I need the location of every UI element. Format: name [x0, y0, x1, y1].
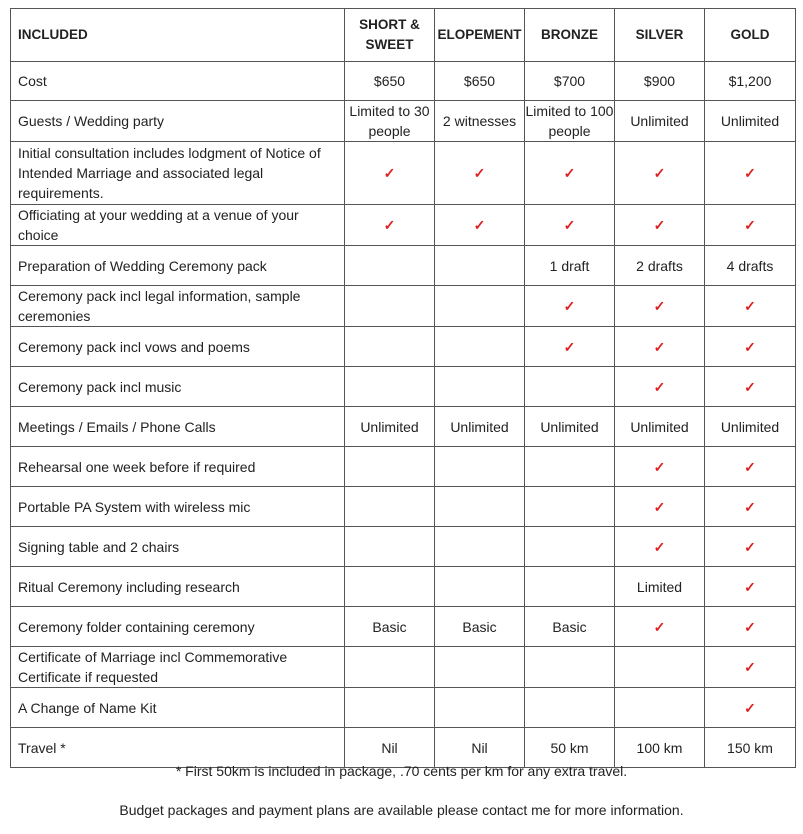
cell-short-and-sweet: [345, 367, 435, 407]
cell-elopement: Basic: [435, 607, 525, 647]
packages-table: [10, 8, 796, 768]
check-icon: ✓: [705, 367, 796, 407]
cell-bronze: [525, 527, 615, 567]
travel-footnote: * First 50km is included in package, .70 cents per km for any extra travel.: [175, 763, 628, 779]
cell-elopement: [435, 327, 525, 367]
cell-gold: 150 km: [705, 728, 796, 768]
feature-label: Ritual Ceremony including research: [11, 567, 345, 607]
check-icon: ✓: [705, 205, 796, 246]
cell-bronze: [525, 487, 615, 527]
cell-short-and-sweet: [345, 487, 435, 527]
table-row: [11, 607, 796, 647]
cell-elopement: [435, 447, 525, 487]
table-row: [11, 688, 796, 728]
table-row: [11, 728, 796, 768]
cell-bronze: $700: [525, 62, 615, 101]
feature-label: Meetings / Emails / Phone Calls: [11, 407, 345, 447]
cell-bronze: [525, 647, 615, 688]
feature-label: Portable PA System with wireless mic: [11, 487, 345, 527]
cell-elopement: Unlimited: [435, 407, 525, 447]
cell-gold: Unlimited: [705, 101, 796, 142]
table-row: [11, 205, 796, 246]
cell-elopement: [435, 286, 525, 327]
budget-note: Budget packages and payment plans are available please contact me for more information.: [119, 802, 684, 818]
table-row: [11, 447, 796, 487]
cell-short-and-sweet: [345, 246, 435, 286]
check-icon: ✓: [705, 286, 796, 327]
cell-silver: Unlimited: [615, 101, 705, 142]
check-icon: ✓: [345, 205, 435, 246]
header-elopement: ELOPEMENT: [435, 9, 525, 62]
feature-label: Cost: [11, 62, 345, 101]
check-icon: ✓: [615, 142, 705, 205]
cell-short-and-sweet: Nil: [345, 728, 435, 768]
table-row: [11, 62, 796, 101]
cell-elopement: 2 witnesses: [435, 101, 525, 142]
table-row: [11, 647, 796, 688]
cell-elopement: [435, 647, 525, 688]
cell-elopement: Nil: [435, 728, 525, 768]
feature-label: Rehearsal one week before if required: [11, 447, 345, 487]
cell-short-and-sweet: [345, 567, 435, 607]
check-icon: ✓: [435, 205, 525, 246]
feature-label: Signing table and 2 chairs: [11, 527, 345, 567]
check-icon: ✓: [615, 367, 705, 407]
check-icon: ✓: [615, 327, 705, 367]
cell-silver: Limited: [615, 567, 705, 607]
cell-elopement: [435, 688, 525, 728]
check-icon: ✓: [705, 567, 796, 607]
check-icon: ✓: [705, 647, 796, 688]
check-icon: ✓: [705, 607, 796, 647]
cell-bronze: Unlimited: [525, 407, 615, 447]
header-included: INCLUDED: [11, 9, 345, 62]
check-icon: ✓: [705, 327, 796, 367]
feature-label: Preparation of Wedding Ceremony pack: [11, 246, 345, 286]
header-bronze: BRONZE: [525, 9, 615, 62]
table-row: [11, 246, 796, 286]
cell-bronze: 50 km: [525, 728, 615, 768]
cell-silver: $900: [615, 62, 705, 101]
feature-label: Officiating at your wedding at a venue of your choice: [11, 205, 345, 246]
check-icon: ✓: [705, 527, 796, 567]
cell-silver: Unlimited: [615, 407, 705, 447]
check-icon: ✓: [615, 286, 705, 327]
check-icon: ✓: [435, 142, 525, 205]
check-icon: ✓: [705, 142, 796, 205]
table-header-row: [11, 9, 796, 62]
header-gold: GOLD: [705, 9, 796, 62]
check-icon: ✓: [345, 142, 435, 205]
feature-label: A Change of Name Kit: [11, 688, 345, 728]
cell-silver: [615, 688, 705, 728]
header-silver: SILVER: [615, 9, 705, 62]
feature-label: Ceremony pack incl music: [11, 367, 345, 407]
cell-short-and-sweet: $650: [345, 62, 435, 101]
table-row: [11, 286, 796, 327]
header-short-and-sweet: SHORT & SWEET: [345, 9, 435, 62]
table-row: [11, 142, 796, 205]
table-row: [11, 327, 796, 367]
cell-silver: 2 drafts: [615, 246, 705, 286]
feature-label: Ceremony folder containing ceremony: [11, 607, 345, 647]
cell-bronze: [525, 367, 615, 407]
cell-bronze: [525, 567, 615, 607]
cell-short-and-sweet: [345, 527, 435, 567]
feature-label: Travel *: [11, 728, 345, 768]
cell-short-and-sweet: [345, 447, 435, 487]
cell-elopement: [435, 246, 525, 286]
check-icon: ✓: [615, 205, 705, 246]
cell-bronze: Limited to 100 people: [525, 101, 615, 142]
feature-label: Guests / Wedding party: [11, 101, 345, 142]
cell-bronze: Basic: [525, 607, 615, 647]
cell-bronze: [525, 688, 615, 728]
check-icon: ✓: [525, 142, 615, 205]
cell-gold: 4 drafts: [705, 246, 796, 286]
cell-short-and-sweet: [345, 327, 435, 367]
table-row: [11, 101, 796, 142]
check-icon: ✓: [615, 527, 705, 567]
feature-label: Ceremony pack incl legal information, sample ceremonies: [11, 286, 345, 327]
table-row: [11, 407, 796, 447]
cell-short-and-sweet: [345, 688, 435, 728]
cell-short-and-sweet: [345, 286, 435, 327]
check-icon: ✓: [615, 487, 705, 527]
cell-elopement: [435, 527, 525, 567]
cell-silver: 100 km: [615, 728, 705, 768]
cell-elopement: $650: [435, 62, 525, 101]
cell-short-and-sweet: Unlimited: [345, 407, 435, 447]
feature-label: Initial consultation includes lodgment of Notice of Intended Marriage and associated legal requirements.: [11, 142, 345, 205]
cell-elopement: [435, 367, 525, 407]
check-icon: ✓: [615, 447, 705, 487]
check-icon: ✓: [525, 205, 615, 246]
cell-silver: [615, 647, 705, 688]
cell-bronze: 1 draft: [525, 246, 615, 286]
cell-elopement: [435, 487, 525, 527]
table-row: [11, 487, 796, 527]
check-icon: ✓: [705, 487, 796, 527]
check-icon: ✓: [525, 286, 615, 327]
check-icon: ✓: [525, 327, 615, 367]
table-row: [11, 567, 796, 607]
check-icon: ✓: [705, 447, 796, 487]
table-row: [11, 527, 796, 567]
check-icon: ✓: [615, 607, 705, 647]
feature-label: Certificate of Marriage incl Commemorative Certificate if requested: [11, 647, 345, 688]
cell-gold: $1,200: [705, 62, 796, 101]
feature-label: Ceremony pack incl vows and poems: [11, 327, 345, 367]
check-icon: ✓: [705, 688, 796, 728]
cell-short-and-sweet: Basic: [345, 607, 435, 647]
cell-gold: Unlimited: [705, 407, 796, 447]
table-row: [11, 367, 796, 407]
cell-short-and-sweet: Limited to 30 people: [345, 101, 435, 142]
cell-elopement: [435, 567, 525, 607]
cell-short-and-sweet: [345, 647, 435, 688]
cell-bronze: [525, 447, 615, 487]
